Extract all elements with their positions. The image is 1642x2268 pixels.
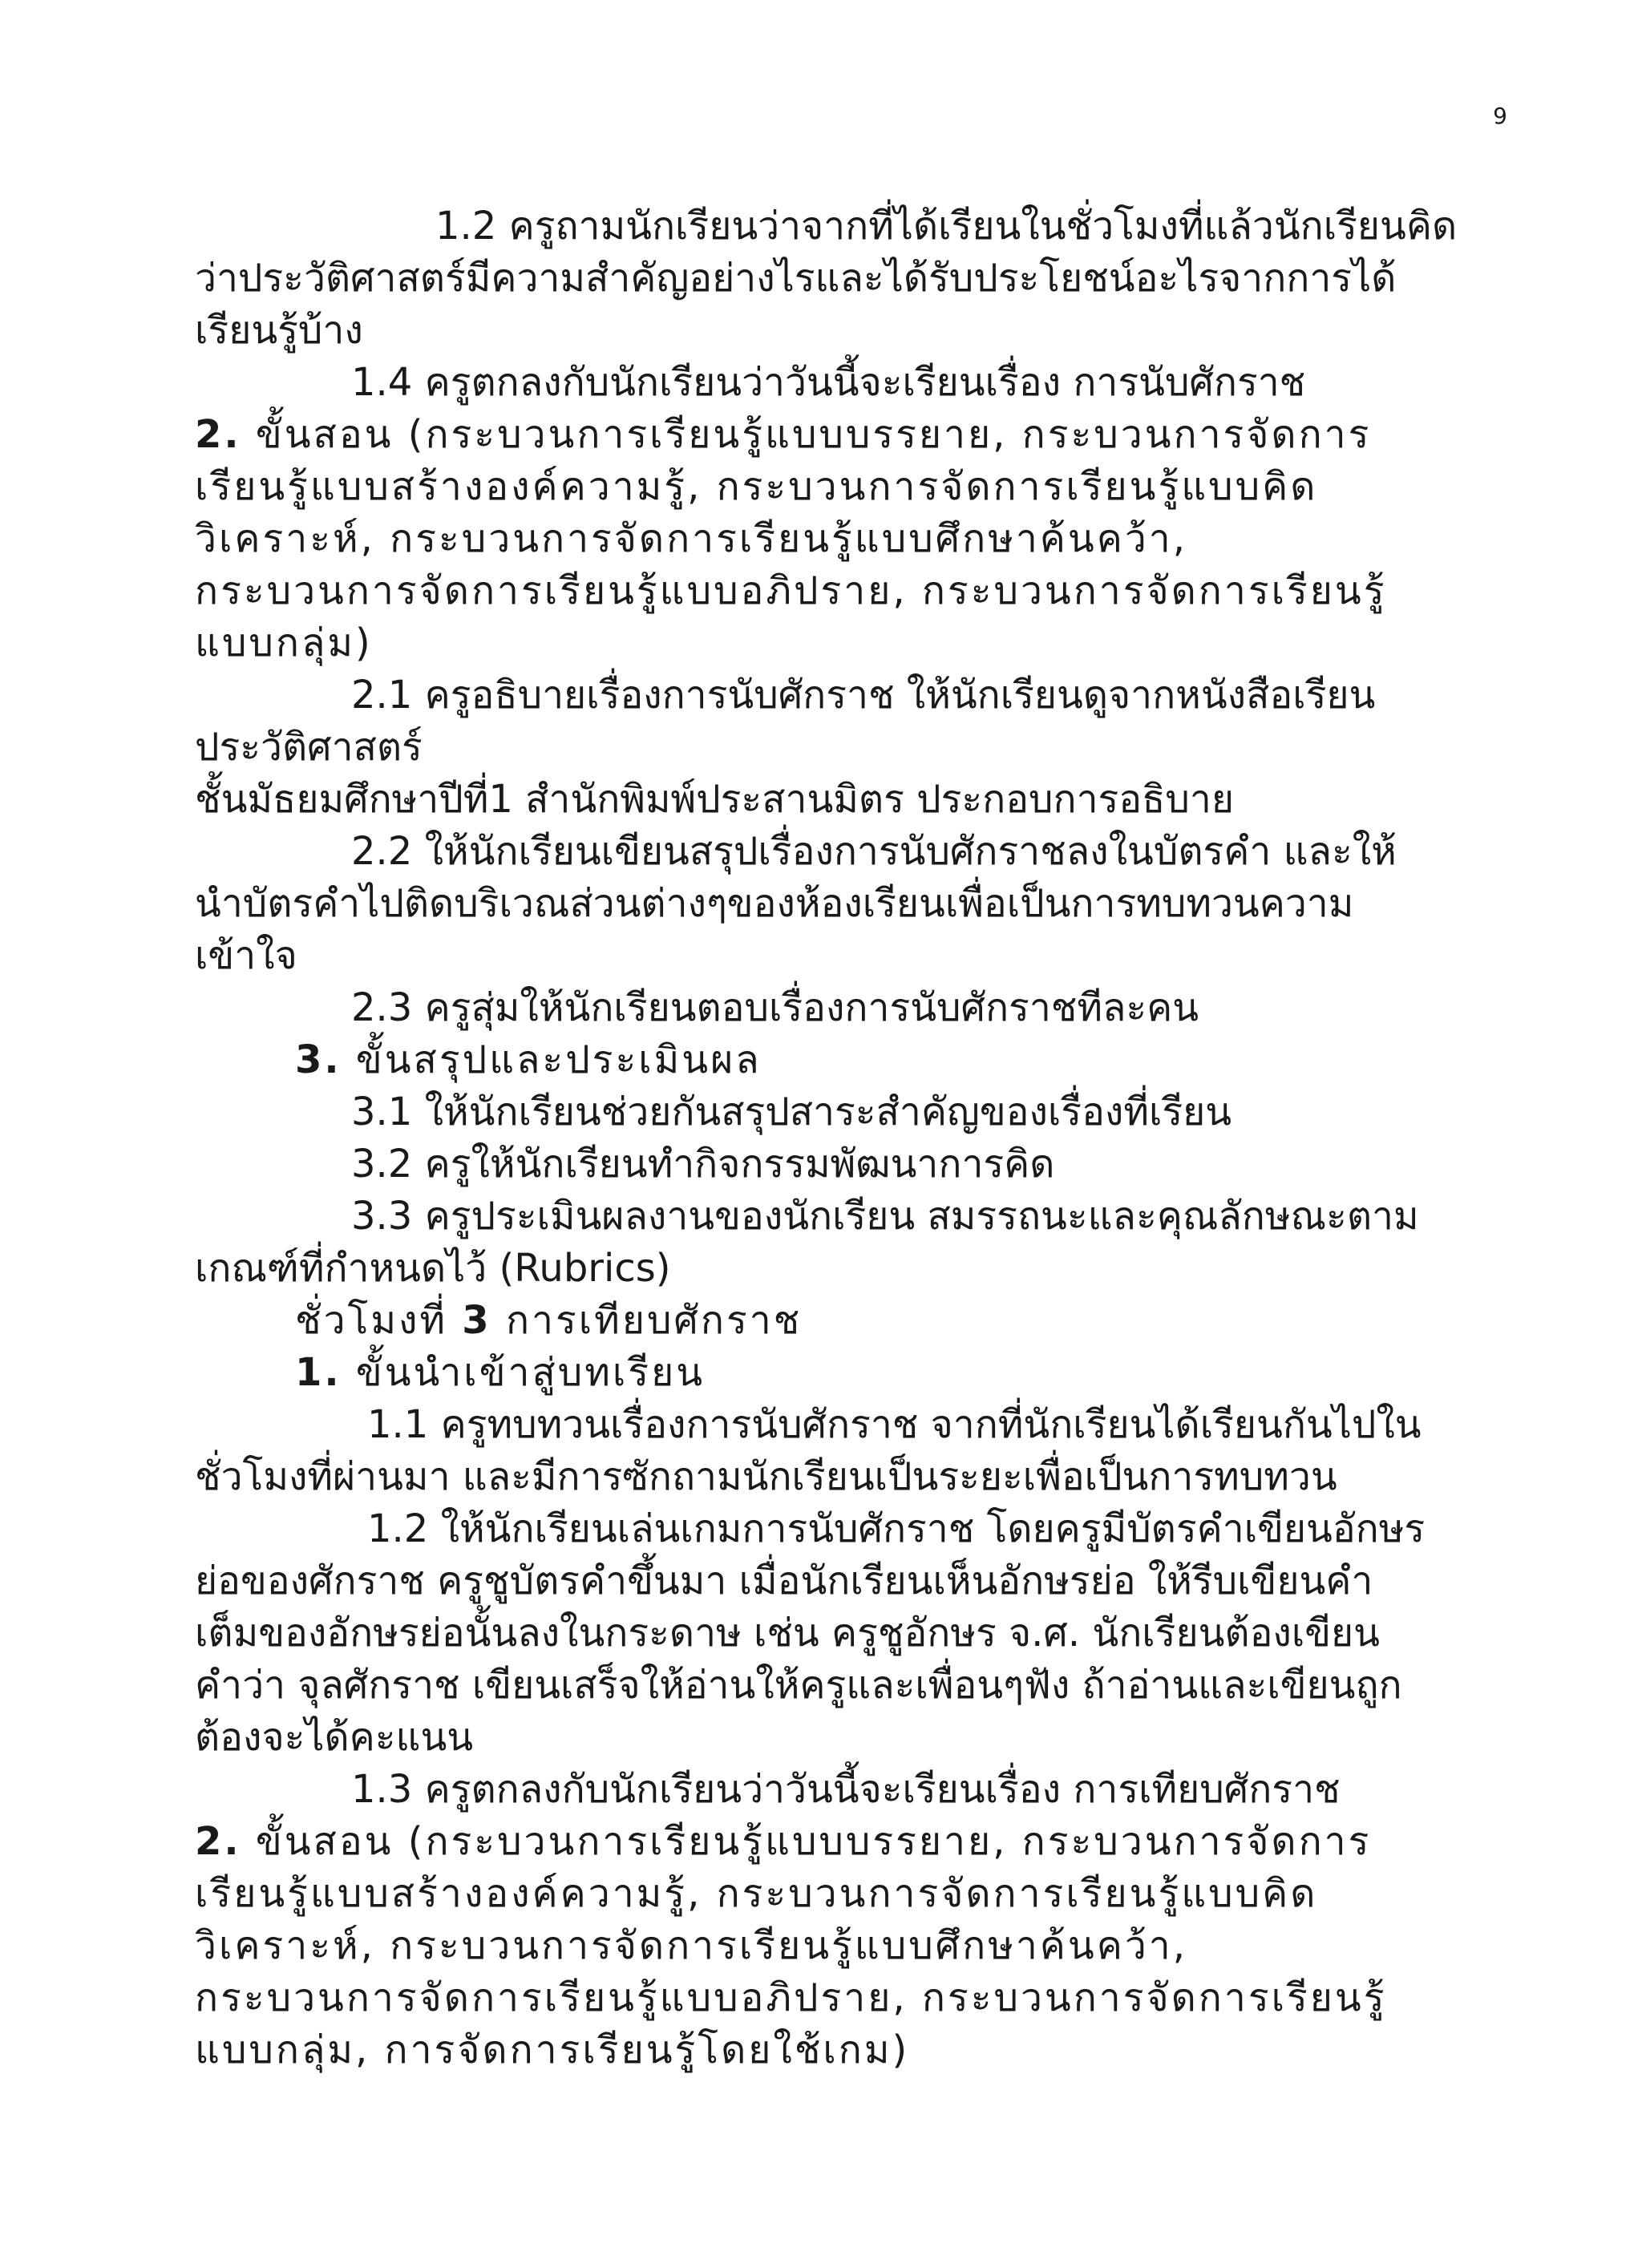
text-line: 2.1 ครูอธิบายเรื่องการนับศักราช ให้นักเรียนดูจากหนังสือเรียน [351, 673, 1376, 718]
text-line: วิเคราะห์, กระบวนการจัดการเรียนรู้แบบศึกษาค้นคว้า, [195, 516, 1187, 561]
section-heading [195, 1816, 1558, 1868]
text-line: คำว่า จุลศักราช เขียนเสร็จให้อ่านให้ครูและเพื่อนๆฟัง ถ้าอ่านและเขียนถูก [195, 1663, 1402, 1708]
text-line: 3.2 ครูให้นักเรียนทำกิจกรรมพัฒนาการคิด [351, 1142, 1055, 1187]
text-line: แบบกลุ่ม) [195, 621, 373, 665]
text-line: กระบวนการจัดการเรียนรู้แบบอภิปราย, กระบวนการจัดการเรียนรู้ [195, 1975, 1387, 2020]
text-line: วิเคราะห์, กระบวนการจัดการเรียนรู้แบบศึกษาค้นคว้า, [195, 1923, 1187, 1968]
text-line: ว่าประวัติศาสตร์มีความสำคัญอย่างไรและได้รับประโยชน์อะไรจากการได้ [195, 256, 1397, 301]
text-line: 1.2 ให้นักเรียนเล่นเกมการนับศักราช โดยครูมีบัตรคำเขียนอักษร [367, 1506, 1426, 1551]
heading-text: ขั้นสอน (กระบวนการเรียนรู้แบบบรรยาย, กระบวนการจัดการ [255, 1819, 1372, 1864]
heading-text: ขั้นสรุปและประเมินผล [355, 1037, 762, 1082]
page-number: 9 [1493, 103, 1507, 129]
text-line: เข้าใจ [195, 933, 297, 978]
text-line: 3.1 ให้นักเรียนช่วยกันสรุปสาระสำคัญของเรื่องที่เรียน [351, 1090, 1232, 1134]
text-line: เต็มของอักษรย่อนั้นลงในกระดาษ เช่น ครูชูอักษร จ.ศ. นักเรียนต้องเขียน [195, 1611, 1380, 1656]
text-line: 1.2 ครูถามนักเรียนว่าจากที่ได้เรียนในชั่วโมงที่แล้วนักเรียนคิด [435, 204, 1458, 249]
hour-heading [195, 1295, 1558, 1347]
step-number: 2. [195, 412, 241, 457]
hour-number: 3 [462, 1298, 491, 1343]
hour-label: ชั่วโมงที่ [295, 1298, 448, 1343]
heading-text: ขั้นนำเข้าสู่บทเรียน [355, 1350, 705, 1395]
text-line: กระบวนการจัดการเรียนรู้แบบอภิปราย, กระบวนการจัดการเรียนรู้ [195, 568, 1387, 613]
text-line: 1.1 ครูทบทวนเรื่องการนับศักราช จากที่นักเรียนได้เรียนกันไปใน [367, 1402, 1422, 1447]
text-line: 1.3 ครูตกลงกับนักเรียนว่าวันนี้จะเรียนเรื่อง การเทียบศักราช [351, 1767, 1341, 1812]
text-line: เรียนรู้แบบสร้างองค์ความรู้, กระบวนการจัดการเรียนรู้แบบคิด [195, 1871, 1318, 1916]
text-line: เรียนรู้บ้าง [195, 308, 363, 353]
hour-title: การเทียบศักราช [505, 1298, 803, 1343]
text-line: 2.3 ครูสุ่มให้นักเรียนตอบเรื่องการนับศักราชทีละคน [351, 985, 1199, 1030]
text-line: ต้องจะได้คะแนน [195, 1715, 474, 1760]
text-line: ชั้นมัธยมศึกษาปีที่1 สำนักพิมพ์ประสานมิตร ประกอบการอธิบาย [195, 777, 1234, 822]
text-line: ย่อของศักราช ครูชูบัตรคำขึ้นมา เมื่อนักเรียนเห็นอักษรย่อ ให้รีบเขียนคำ [195, 1558, 1373, 1603]
text-line: เรียนรู้แบบสร้างองค์ความรู้, กระบวนการจัดการเรียนรู้แบบคิด [195, 464, 1318, 509]
text-line: ชั่วโมงที่ผ่านมา และมีการซักถามนักเรียนเป็นระยะเพื่อเป็นการทบทวน [195, 1454, 1337, 1499]
document-body [195, 200, 1558, 2076]
section-heading [195, 1347, 1558, 1399]
step-number: 1. [295, 1350, 342, 1395]
step-number: 2. [195, 1819, 241, 1864]
text-line: นำบัตรคำไปติดบริเวณส่วนต่างๆของห้องเรียนเพื่อเป็นการทบทวนความ [195, 881, 1354, 926]
text-line: ประวัติศาสตร์ [195, 725, 423, 770]
section-heading [195, 1034, 1558, 1086]
section-heading [195, 409, 1558, 461]
text-line: 2.2 ให้นักเรียนเขียนสรุปเรื่องการนับศักราชลงในบัตรคำ และให้ [351, 829, 1397, 874]
text-line: 3.3 ครูประเมินผลงานของนักเรียน สมรรถนะและคุณลักษณะตาม [351, 1194, 1419, 1239]
text-line: 1.4 ครูตกลงกับนักเรียนว่าวันนี้จะเรียนเรื่อง การนับศักราช [351, 360, 1306, 405]
text-line: แบบกลุ่ม, การจัดการเรียนรู้โดยใช้เกม) [195, 2027, 910, 2072]
step-number: 3. [295, 1037, 342, 1082]
heading-text: ขั้นสอน (กระบวนการเรียนรู้แบบบรรยาย, กระบวนการจัดการ [255, 412, 1372, 457]
text-line: เกณฑ์ที่กำหนดไว้ (Rubrics) [195, 1246, 671, 1291]
